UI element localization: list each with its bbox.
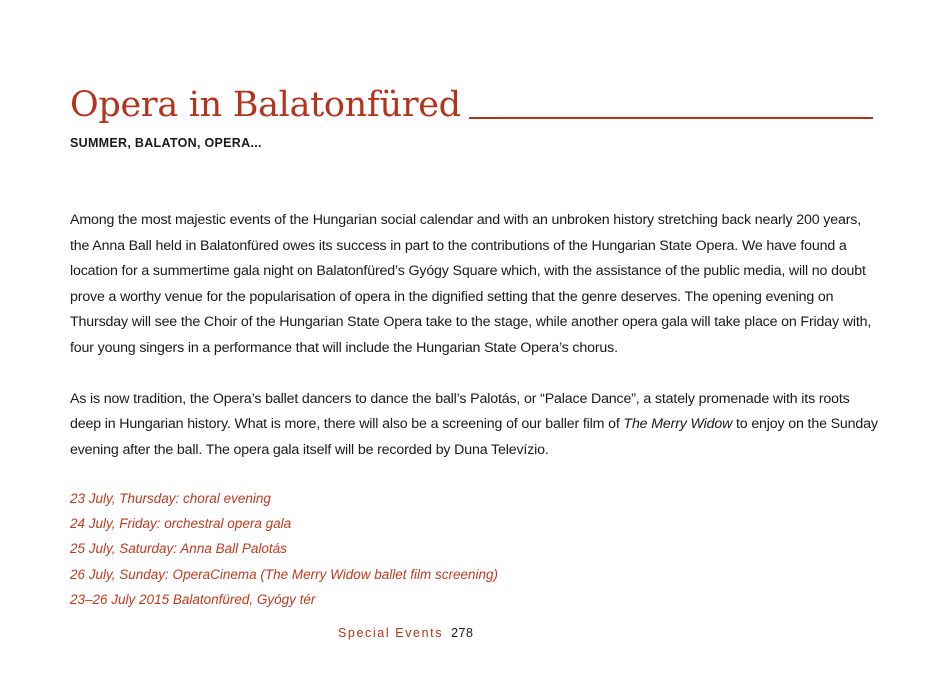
paragraph-1: Among the most majestic events of the Hungarian social calendar and with an unbroken history stretching back nearly 200 years, the Anna Ball held in Balatonfüred owes its success in part to the contributions of the Hungarian State Opera. We have found a location for a summertime gala night on Balatonfüred’s Gyógy Square which, with the assistance of the public media, will no doubt prove a worthy venue for the popularisation of opera in the dignified setting that the genre deserves. The opening evening on Thursday will see the Choir of the Hungarian State Opera take to the stage, while another opera gala will take place on Friday with, four young singers in a performance that will include the Hungarian State Opera’s chorus. — [70, 212, 872, 356]
page-title: Opera in Balatonfüred — [70, 85, 461, 125]
page-number: 278 — [451, 626, 474, 640]
event-item: 24 July, Friday: orchestral opera gala — [70, 516, 292, 532]
title-row — [70, 85, 873, 125]
event-list — [70, 486, 498, 612]
article-body — [70, 208, 880, 488]
event-item: 23 July, Thursday: choral evening — [70, 491, 271, 506]
title-rule — [469, 117, 873, 119]
film-title: The Merry Widow — [623, 416, 733, 433]
page-footer — [338, 626, 473, 640]
paragraph-2-before: As is now tradition, the Opera’s ballet dancers to dance the ball’s Palotás, or “Palace Dance”, a stately promenade with its roots deep in Hungarian history. What is more, there will also be a screening of our baller film of — [70, 390, 850, 433]
paragraph-2-after: to enjoy on the Sunday evening after the ball. The opera gala itself will be recorded by Duna Televízio. — [70, 416, 878, 458]
event-dates-location: 23–26 July 2015 Balatonfüred, Gyógy tér — [70, 591, 316, 607]
subtitle: SUMMER, BALATON, OPERA... — [70, 136, 262, 150]
event-item: 25 July, Saturday: Anna Ball Palotás — [70, 541, 287, 557]
event-item: 26 July, Sunday: OperaCinema (The Merry Widow ballet film screening) — [70, 566, 499, 582]
paragraph-2 — [70, 387, 880, 464]
footer-section-label: Special Events — [338, 626, 444, 640]
